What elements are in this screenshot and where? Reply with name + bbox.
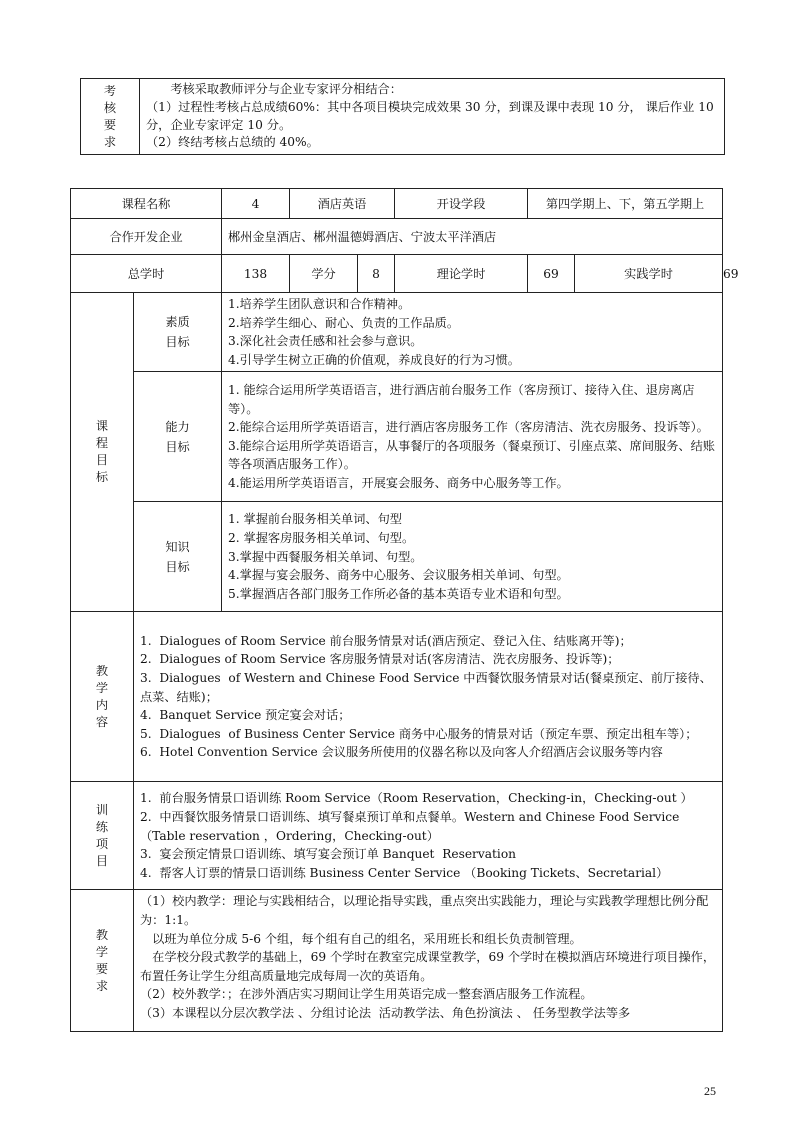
assessment-label-cell — [81, 79, 140, 155]
theory-hours-label: 理论学时 — [395, 255, 528, 293]
list-item: （1）校内教学：理论与实践相结合，以理论指导实践，重点突出实践能力，理论与实践教学理想比例分配为：1:1。 — [140, 894, 709, 927]
course-term: 第四学期上、下，第五学期上 — [528, 189, 723, 219]
course-term-label: 开设学段 — [395, 189, 528, 219]
list-item: 3. Dialogues of Western and Chinese Food Service 中西餐饮服务情景对话(餐桌预定、前厅接待、点菜、结账)； — [140, 670, 712, 704]
course-name-label: 课程名称 — [71, 189, 222, 219]
assessment-line: （1）过程性考核占总成绩60%：其中各项目模块完成效果 30 分，到课及课中表现 10 分， 课后作业 10 分，企业专家评定 10 分。 — [146, 99, 714, 132]
assessment-line: 考核采取教师评分与企业专家评分相结合： — [146, 82, 402, 97]
list-item: 5.掌握酒店各部门服务工作所必备的基本英语专业术语和句型。 — [228, 586, 569, 601]
list-item: 4.引导学生树立正确的价值观，养成良好的行为习惯。 — [228, 352, 520, 367]
list-item: （3）本课程以分层次教学法 、分组讨论法 活动教学法、角色扮演法 、 任务型教学法等多 — [140, 1005, 631, 1020]
list-item: 2.培养学生细心、耐心、负责的工作品质。 — [228, 315, 460, 330]
training-list — [134, 782, 723, 890]
goals-label-cell — [71, 293, 134, 612]
list-item: 4.能运用所学英语语言，开展宴会服务、商务中心服务等工作。 — [228, 476, 569, 491]
knowledge-goals-list — [222, 502, 723, 612]
list-item: 1.培养学生团队意识和合作精神。 — [228, 297, 411, 311]
assessment-table — [80, 78, 725, 155]
list-item: 4. Banquet Service 预定宴会对话； — [140, 708, 351, 723]
course-table: 课程名称 4 酒店英语 开设学段 第四学期上、下，第五学期上 合作开发企业 郴州金皇酒店、郴州温德姆酒店、宁波太平洋酒店 总学时 138 学分 8 理论学时 69 实践学时 69 课程目标 素质目标 1.培养学生团队意识和合作精神。 2.培养学生细心、耐心、负责的工作品质。 3.深化社会责任感和社会参与意识。 4.引导学生树立正确的价值观，养成良好的行为习惯。 能力目标 1. 能综合运用所学英语语言，进行酒店前台服务工作（客房预订、接待入住、退房离店等）。 2.能综合运用所学英语语言，进行酒店客房服务工作（客房清洁、洗衣房服务、投诉等）。 3.能综合运用所学英语语言，从事餐厅的各项服务（餐桌预订、引座点菜、席间服务、结账等各项酒店服务工作）。 4.能运用所学英语语言，开展宴会服务、商务中心服务等工作。 知识目标 1. 掌握前台服务相关单词、句型 2. 掌握客房服务相关单词、句型。 3.掌握中西餐服务相关单词、句型。 4.掌握与宴会服务、商务中心服务、会议服务相关单词、句型。 5.掌握酒店各部门服务工作所必备的基本英语专业术语和句型。 教学内容 1. Dialogues of Room Service 前台服务情景对话(酒店预定、登记入住、结账离开等)； 2. Dialogues of Room Service 客房服务情景对话(客房清洁、洗衣房服务、投诉等)； 3. Dialogues of Western and Chinese Food Service 中西餐饮服务情景对话(餐桌预定、前厅接待、点菜、结账)； 4. Banquet Service 预定宴会对话； 5. Dialogues of Business Center Service 商务中心服务的情景对话（预定车票、预定出租车等）； 6. Hotel Convention Service 会议服务所使用的仪器名称以及向客人介绍酒店会议服务等内容 训练项目 1. 前台服务情景口语训练 Room Service（Room Reservation，Checking-in，Checking-out ） 2. 中西餐饮服务情景口语训练、填写餐桌预订单和点餐单。Western and Chinese Food Service（Table reservation ，Ordering，Checking-out） 3. 宴会预定情景口语训练、填写宴会预订单 Banquet Reservation 4. 帮客人订票的情景口语训练 Business Center Service （Booking Tickets、Secretarial） 教学要求 （1）校内教学：理论与实践相结合，以理论指导实践，重点突出实践能力，理论与实践教学理想比例分配为：1:1。 以班为单位分成 5-6 个组，每个组有自己的组名，采用班长和组长负责制管理。 在学校分段式教学的基础上，69 个学时在教室完成课堂教学，69 个学时在模拟酒店环境进行项目操作，布置任务让学生分组高质量地完成每周一次的英语角。 （2）校外教学：；在涉外酒店实习期间让学生用英语完成一整套酒店服务工作流程。 （3）本课程以分层次教学法 、分组讨论法 活动教学法、角色扮演法 、 任务型教学法等多 — [70, 188, 723, 1032]
list-item: 2.能综合运用所学英语语言，进行酒店客房服务工作（客房清洁、洗衣房服务、投诉等）。 — [228, 420, 709, 435]
knowledge-label-cell — [134, 502, 222, 612]
quality-goals-list — [222, 293, 723, 372]
requirements-label-cell — [71, 890, 134, 1032]
requirements-list — [134, 890, 723, 1032]
knowledge-goals-label: 知识目标 — [165, 539, 190, 574]
content-label: 教学内容 — [95, 663, 109, 729]
training-label-cell — [71, 782, 134, 890]
training-label: 训练项目 — [95, 802, 109, 868]
list-item: 1. 前台服务情景口语训练 Room Service（Room Reservation，Checking-in，Checking-out ） — [140, 791, 693, 806]
course-number: 4 — [222, 189, 290, 219]
content-list — [134, 612, 723, 782]
list-item: 2. Dialogues of Room Service 客房服务情景对话(客房清洁、洗衣房服务、投诉等)； — [140, 652, 620, 667]
list-item: （2）校外教学：；在涉外酒店实习期间让学生用英语完成一整套酒店服务工作流程。 — [140, 987, 593, 1002]
list-item: 在学校分段式教学的基础上，69 个学时在教室完成课堂教学，69 个学时在模拟酒店环境进行项目操作，布置任务让学生分组高质量地完成每周一次的英语角。 — [140, 950, 716, 983]
content-label-cell — [71, 612, 134, 782]
total-hours-label: 总学时 — [71, 255, 222, 293]
list-item: 2. 掌握客房服务相关单词、句型。 — [228, 530, 415, 545]
list-item: 1. Dialogues of Room Service 前台服务情景对话(酒店预定、登记入住、结账离开等)； — [140, 633, 632, 648]
list-item: 3. 宴会预定情景口语训练、填写宴会预订单 Banquet Reservation — [140, 847, 517, 862]
list-item: 5. Dialogues of Business Center Service 商务中心服务的情景对话（预定车票、预定出租车等）； — [140, 726, 698, 741]
assessment-line: （2）终结考核占总绩的 40%。 — [146, 135, 319, 150]
partner-label: 合作开发企业 — [71, 219, 222, 255]
page-number: 25 — [704, 1084, 716, 1098]
theory-hours: 69 — [528, 255, 575, 293]
list-item: 1. 能综合运用所学英语语言，进行酒店前台服务工作（客房预订、接待入住、退房离店等）。 — [228, 383, 695, 416]
course-name: 酒店英语 — [290, 189, 395, 219]
total-hours: 138 — [222, 255, 290, 293]
list-item: 2. 中西餐饮服务情景口语训练、填写餐桌预订单和点餐单。Western and Chinese Food Service（Table reservation ，Ordering，Checking-out） — [140, 809, 680, 843]
requirements-label: 教学要求 — [95, 927, 109, 993]
list-item: 3.能综合运用所学英语语言，从事餐厅的各项服务（餐桌预订、引座点菜、席间服务、结账等各项酒店服务工作）。 — [228, 438, 715, 472]
ability-goals-label: 能力目标 — [165, 419, 190, 454]
ability-goals-list — [222, 372, 723, 502]
assessment-label: 考核要求 — [103, 83, 117, 149]
quality-goals-label: 素质目标 — [165, 315, 190, 350]
list-item: 4.掌握与宴会服务、商务中心服务、会议服务相关单词、句型。 — [228, 568, 569, 583]
partner-list: 郴州金皇酒店、郴州温德姆酒店、宁波太平洋酒店 — [222, 219, 723, 255]
credit-label: 学分 — [290, 255, 358, 293]
list-item: 3.深化社会责任感和社会参与意识。 — [228, 334, 423, 349]
list-item: 1. 掌握前台服务相关单词、句型 — [228, 512, 402, 527]
credit-value: 8 — [358, 255, 395, 293]
list-item: 3.掌握中西餐服务相关单词、句型。 — [228, 549, 423, 564]
list-item: 4. 帮客人订票的情景口语训练 Business Center Service （Booking Tickets、Secretarial） — [140, 865, 669, 880]
practice-hours-label: 实践学时 — [575, 255, 723, 293]
ability-label-cell — [134, 372, 222, 502]
quality-label-cell — [134, 293, 222, 372]
goals-label: 课程目标 — [95, 419, 109, 485]
list-item: 以班为单位分成 5-6 个组，每个组有自己的组名，采用班长和组长负责制管理。 — [140, 931, 582, 946]
list-item: 6. Hotel Convention Service 会议服务所使用的仪器名称以及向客人介绍酒店会议服务等内容 — [140, 745, 663, 760]
assessment-content — [140, 79, 725, 155]
